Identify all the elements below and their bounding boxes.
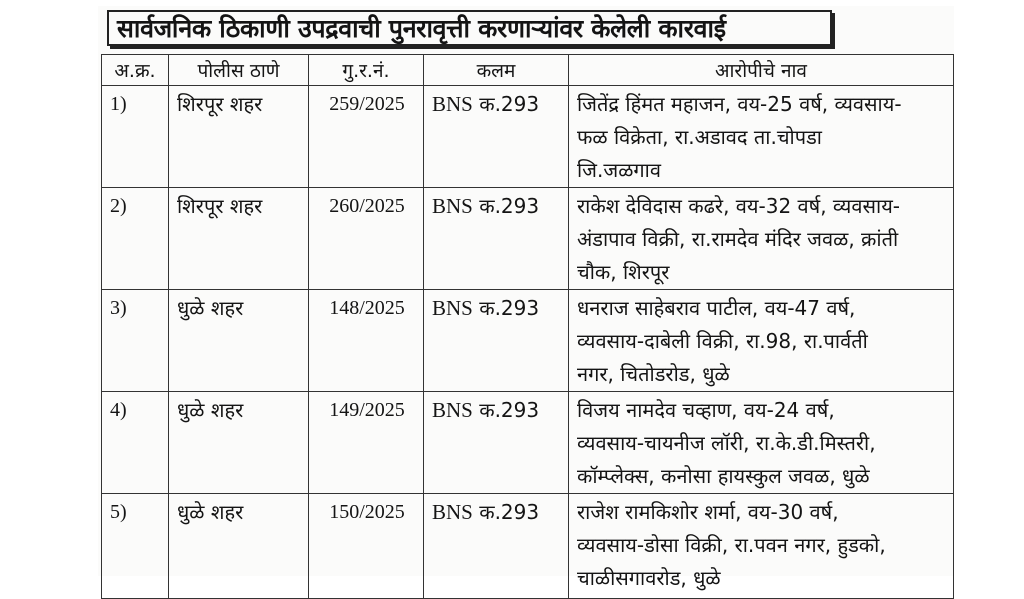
accused-cell	[569, 392, 954, 494]
section-number: क.293	[479, 398, 540, 422]
accused-cell	[569, 188, 954, 290]
accused-line: फळ विक्रेता, रा.अडावद ता.चोपडा	[577, 125, 822, 149]
accused-line: व्यवसाय-दाबेली विक्री, रा.98, रा.पार्वती	[577, 329, 868, 353]
section-number: क.293	[479, 92, 540, 116]
section-cell	[424, 392, 569, 494]
serial-cell: 5)	[102, 494, 169, 599]
section-cell	[424, 188, 569, 290]
police-station-cell: धुळे शहर	[169, 290, 309, 392]
crime-number-cell: 260/2025	[309, 188, 424, 290]
section-number: क.293	[479, 194, 540, 218]
accused-line: धनराज साहेबराव पाटील, वय-47 वर्ष,	[577, 296, 856, 320]
serial-cell: 3)	[102, 290, 169, 392]
table-row	[102, 188, 954, 290]
header-serial: अ.क्र.	[102, 55, 169, 86]
accused-line: अंडापाव विक्री, रा.रामदेव मंदिर जवळ, क्रांती	[577, 227, 899, 251]
police-station-cell: धुळे शहर	[169, 392, 309, 494]
accused-line: राकेश देविदास कढरे, वय-32 वर्ष, व्यवसाय-	[577, 194, 901, 218]
serial-cell: 2)	[102, 188, 169, 290]
serial-cell: 1)	[102, 86, 169, 188]
section-code: BNS	[432, 296, 473, 320]
header-section: कलम	[424, 55, 569, 86]
section-number: क.293	[479, 500, 540, 524]
section-code: BNS	[432, 92, 473, 116]
accused-line: चाळीसगावरोड, धुळे	[577, 566, 721, 590]
document-title: सार्वजनिक ठिकाणी उपद्रवाची पुनरावृत्ती करणाऱ्यांवर केलेली कारवाई	[107, 10, 832, 46]
section-cell	[424, 494, 569, 599]
crime-number-cell: 259/2025	[309, 86, 424, 188]
accused-line: जितेंद्र हिंमत महाजन, वय-25 वर्ष, व्यवसाय-	[577, 92, 902, 116]
accused-line: राजेश रामकिशोर शर्मा, वय-30 वर्ष,	[577, 500, 839, 524]
police-station-cell: धुळे शहर	[169, 494, 309, 599]
accused-line: व्यवसाय-डोसा विक्री, रा.पवन नगर, हुडको,	[577, 533, 886, 557]
section-code: BNS	[432, 194, 473, 218]
section-number: क.293	[479, 296, 540, 320]
table-row	[102, 392, 954, 494]
header-police-station: पोलीस ठाणे	[169, 55, 309, 86]
accused-line: चौक, शिरपूर	[577, 260, 670, 284]
serial-cell: 4)	[102, 392, 169, 494]
police-station-cell: शिरपूर शहर	[169, 188, 309, 290]
accused-cell	[569, 290, 954, 392]
accused-cell	[569, 494, 954, 599]
accused-line: जि.जळगाव	[577, 158, 661, 182]
crime-number-cell: 149/2025	[309, 392, 424, 494]
header-accused-name: आरोपीचे नाव	[569, 55, 954, 86]
accused-line: कॉम्प्लेक्स, कनोसा हायस्कुल जवळ, धुळे	[577, 464, 870, 488]
accused-line: व्यवसाय-चायनीज लॉरी, रा.के.डी.मिस्तरी,	[577, 431, 876, 455]
accused-line: विजय नामदेव चव्हाण, वय-24 वर्ष,	[577, 398, 835, 422]
accused-cell	[569, 86, 954, 188]
section-code: BNS	[432, 500, 473, 524]
accused-line: नगर, चितोडरोड, धुळे	[577, 362, 730, 386]
section-cell	[424, 290, 569, 392]
table-row	[102, 290, 954, 392]
table-header-row	[102, 55, 954, 86]
table-row	[102, 494, 954, 599]
crime-number-cell: 150/2025	[309, 494, 424, 599]
section-code: BNS	[432, 398, 473, 422]
crime-number-cell: 148/2025	[309, 290, 424, 392]
police-station-cell: शिरपूर शहर	[169, 86, 309, 188]
header-crime-number: गु.र.नं.	[309, 55, 424, 86]
section-cell	[424, 86, 569, 188]
action-table	[101, 54, 954, 599]
table-row	[102, 86, 954, 188]
